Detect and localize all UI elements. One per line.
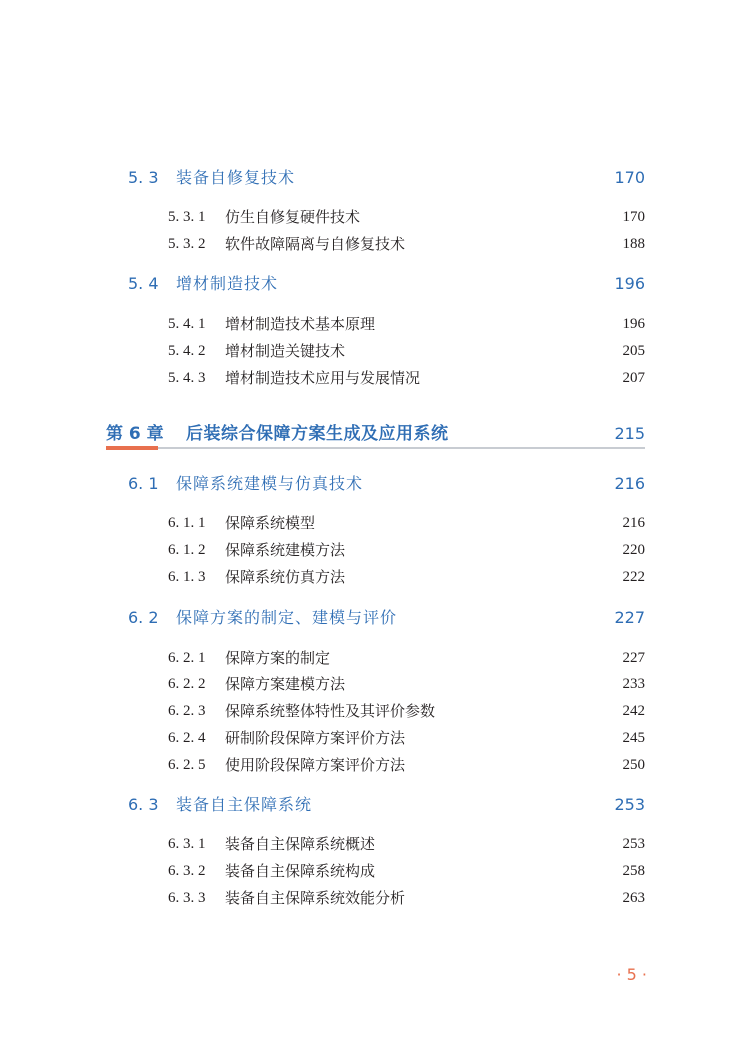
- section-title: 保障方案的制定、建模与评价: [176, 608, 398, 627]
- subsection-page-number: 170: [622, 209, 645, 225]
- subsection-title: 保障方案的制定: [225, 649, 331, 667]
- subsection-number: 5. 4. 3: [168, 370, 206, 386]
- toc-subsection-6-2-5[interactable]: [0, 752, 750, 778]
- subsection-title: 增材制造技术应用与发展情况: [225, 369, 421, 387]
- toc-section-6-1[interactable]: [0, 471, 750, 497]
- subsection-number: 6. 3. 1: [168, 836, 206, 852]
- toc-subsection-6-2-3[interactable]: [0, 698, 750, 724]
- subsection-number: 6. 2. 3: [168, 703, 206, 719]
- toc-subsection-5-4-2[interactable]: [0, 338, 750, 364]
- section-number: 5. 4: [128, 274, 159, 293]
- subsection-number: 6. 2. 2: [168, 676, 206, 692]
- toc-subsection-5-3-1[interactable]: [0, 204, 750, 230]
- section-number: 6. 2: [128, 608, 159, 627]
- subsection-page-number: 207: [622, 370, 645, 386]
- subsection-title: 研制阶段保障方案评价方法: [225, 729, 406, 747]
- subsection-number: 5. 4. 1: [168, 316, 206, 332]
- toc-subsection-6-2-2[interactable]: [0, 671, 750, 697]
- toc-subsection-6-3-2[interactable]: [0, 858, 750, 884]
- subsection-page-number: 188: [622, 236, 645, 252]
- subsection-number: 6. 2. 4: [168, 730, 206, 746]
- toc-section-5-3[interactable]: [0, 165, 750, 191]
- toc-chapter-6[interactable]: [0, 419, 750, 449]
- subsection-page-number: 216: [622, 515, 645, 531]
- toc-subsection-5-4-1[interactable]: [0, 311, 750, 337]
- subsection-title: 仿生自修复硬件技术: [225, 208, 361, 226]
- subsection-page-number: 205: [622, 343, 645, 359]
- section-page-number: 253: [614, 795, 645, 814]
- subsection-title: 保障方案建模方法: [225, 675, 346, 693]
- subsection-number: 6. 3. 3: [168, 890, 206, 906]
- subsection-page-number: 250: [622, 757, 645, 773]
- subsection-number: 5. 4. 2: [168, 343, 206, 359]
- section-page-number: 170: [614, 168, 645, 187]
- subsection-number: 6. 3. 2: [168, 863, 206, 879]
- chapter-title: 后装综合保障方案生成及应用系统: [186, 424, 449, 444]
- subsection-title: 保障系统仿真方法: [225, 568, 346, 586]
- section-title: 装备自主保障系统: [176, 795, 313, 814]
- toc-subsection-6-2-4[interactable]: [0, 725, 750, 751]
- subsection-page-number: 245: [622, 730, 645, 746]
- page-number-footer: · 5 ·: [616, 965, 647, 984]
- subsection-number: 6. 1. 1: [168, 515, 206, 531]
- subsection-number: 5. 3. 1: [168, 209, 206, 225]
- subsection-page-number: 233: [622, 676, 645, 692]
- section-number: 6. 3: [128, 795, 159, 814]
- subsection-title: 保障系统建模方法: [225, 541, 346, 559]
- chapter-divider-line: [106, 447, 645, 449]
- subsection-page-number: 196: [622, 316, 645, 332]
- subsection-title: 保障系统整体特性及其评价参数: [225, 702, 436, 720]
- subsection-title: 增材制造技术基本原理: [225, 315, 376, 333]
- toc-subsection-6-3-3[interactable]: [0, 885, 750, 911]
- section-title: 装备自修复技术: [176, 168, 296, 187]
- subsection-number: 5. 3. 2: [168, 236, 206, 252]
- subsection-page-number: 258: [622, 863, 645, 879]
- toc-section-5-4[interactable]: [0, 271, 750, 297]
- subsection-title: 装备自主保障系统概述: [225, 835, 376, 853]
- toc-subsection-5-4-3[interactable]: [0, 365, 750, 391]
- section-title: 增材制造技术: [176, 274, 279, 293]
- subsection-title: 使用阶段保障方案评价方法: [225, 756, 406, 774]
- toc-subsection-6-1-3[interactable]: [0, 564, 750, 590]
- subsection-page-number: 242: [622, 703, 645, 719]
- section-page-number: 216: [614, 474, 645, 493]
- toc-subsection-6-1-2[interactable]: [0, 537, 750, 563]
- subsection-page-number: 253: [622, 836, 645, 852]
- subsection-page-number: 222: [622, 569, 645, 585]
- subsection-title: 增材制造关键技术: [225, 342, 346, 360]
- chapter-accent-bar: [106, 446, 158, 450]
- subsection-number: 6. 2. 5: [168, 757, 206, 773]
- subsection-number: 6. 2. 1: [168, 650, 206, 666]
- toc-subsection-6-1-1[interactable]: [0, 510, 750, 536]
- subsection-page-number: 220: [622, 542, 645, 558]
- subsection-title: 软件故障隔离与自修复技术: [225, 235, 406, 253]
- subsection-page-number: 227: [622, 650, 645, 666]
- chapter-page-number: 215: [614, 424, 645, 443]
- section-number: 6. 1: [128, 474, 159, 493]
- section-page-number: 227: [614, 608, 645, 627]
- section-page-number: 196: [614, 274, 645, 293]
- subsection-title: 保障系统模型: [225, 514, 316, 532]
- subsection-number: 6. 1. 2: [168, 542, 206, 558]
- toc-subsection-6-3-1[interactable]: [0, 831, 750, 857]
- subsection-page-number: 263: [622, 890, 645, 906]
- toc-subsection-6-2-1[interactable]: [0, 645, 750, 671]
- subsection-number: 6. 1. 3: [168, 569, 206, 585]
- section-title: 保障系统建模与仿真技术: [176, 474, 364, 493]
- toc-section-6-2[interactable]: [0, 605, 750, 631]
- toc-section-6-3[interactable]: [0, 792, 750, 818]
- toc-subsection-5-3-2[interactable]: [0, 231, 750, 257]
- section-number: 5. 3: [128, 168, 159, 187]
- chapter-label: 第 6 章: [106, 424, 164, 444]
- subsection-title: 装备自主保障系统构成: [225, 862, 376, 880]
- subsection-title: 装备自主保障系统效能分析: [225, 889, 406, 907]
